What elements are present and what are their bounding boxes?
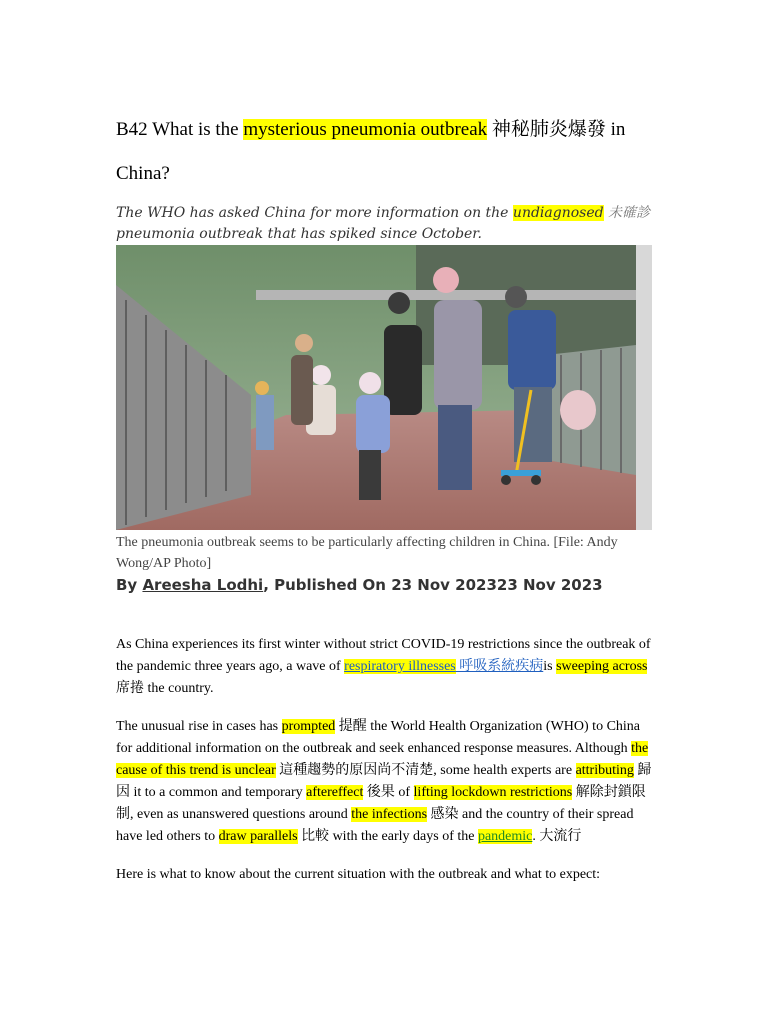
p2-chinese-1: 提醒 xyxy=(335,719,367,734)
p1-highlight-sweeping-across: sweeping across xyxy=(556,659,648,674)
p1-chinese-2: 席捲 xyxy=(116,681,144,696)
paragraph-3: Here is what to know about the current situation with the outbreak and what to expect: xyxy=(116,867,601,882)
p2-chinese-2: 這種趨勢的原因尚不清楚 xyxy=(275,763,434,778)
byline-by: By xyxy=(116,576,138,594)
byline xyxy=(116,575,656,596)
paragraph-1 xyxy=(116,634,656,700)
article-title xyxy=(116,108,656,196)
p2-text-1: The unusual rise in cases has xyxy=(116,719,282,734)
p2-link-pandemic[interactable]: pandemic xyxy=(477,829,533,844)
p1-link-chinese[interactable]: 呼吸系統疾病 xyxy=(455,659,544,674)
subtitle-suffix: pneumonia outbreak that has spiked since October. xyxy=(116,226,482,242)
p2-highlight-lifting: lifting lockdown restrictions xyxy=(413,785,573,800)
title-prefix: B42 What is the xyxy=(116,119,244,140)
published-date: , Published On 23 Nov 202323 Nov 2023 xyxy=(263,576,603,594)
photo-illustration xyxy=(116,245,652,530)
title-suffix: in China? xyxy=(116,119,626,184)
subtitle-chinese: 未確診 xyxy=(603,205,651,221)
subtitle-prefix: The WHO has asked China for more information on the xyxy=(116,205,513,221)
p1-text-2: is xyxy=(543,659,557,674)
article-subtitle xyxy=(116,203,656,245)
paragraph-2 xyxy=(116,716,656,848)
p1-link-respiratory-illnesses[interactable]: respiratory illnesses xyxy=(344,659,456,674)
p2-text-5: of xyxy=(394,785,414,800)
p2-highlight-infections: the infections xyxy=(351,807,428,822)
p2-text-4: it to a common and temporary xyxy=(130,785,307,800)
p1-text-3: the country. xyxy=(144,681,214,696)
photo-caption: The pneumonia outbreak seems to be particularly affecting children in China. [File: Andy Wong/AP Photo] xyxy=(116,535,618,571)
title-chinese: 神秘肺炎爆發 xyxy=(487,119,606,140)
p2-highlight-attributing: attributing xyxy=(575,763,634,778)
p2-text-6: , even as unanswered questions around xyxy=(130,807,352,822)
author-link[interactable]: Areesha Lodhi xyxy=(142,576,264,594)
p2-chinese-6: 感染 xyxy=(427,807,459,822)
p2-text-7: and the country of their spread have led others to xyxy=(116,807,634,844)
p2-chinese-4: 後果 xyxy=(363,785,395,800)
p2-highlight-draw-parallels: draw parallels xyxy=(218,829,298,844)
p2-highlight-cause: the cause of this trend is unclear xyxy=(116,741,649,778)
article-photo xyxy=(116,245,652,530)
p2-chinese-7: 比較 xyxy=(297,829,330,844)
subtitle-highlight: undiagnosed xyxy=(512,205,604,221)
p2-text-3: , some health experts are xyxy=(433,763,576,778)
p2-text-8: with the early days of the xyxy=(329,829,478,844)
p2-text-2: the World Health Organization (WHO) to China for additional information on the outbreak and seek enhanced response measures. Although xyxy=(116,719,641,756)
title-highlight: mysterious pneumonia outbreak xyxy=(243,119,488,140)
p2-highlight-prompted: prompted xyxy=(281,719,336,734)
p1-text-1: As China experiences its first winter without strict COVID-19 restrictions since the outbreak of the pandemic three years ago, a wave of xyxy=(116,637,651,674)
p2-highlight-aftereffect: aftereffect xyxy=(306,785,364,800)
p2-chinese-3: 歸因 xyxy=(116,763,652,800)
p2-chinese-8: . 大流行 xyxy=(532,829,582,844)
article-body xyxy=(116,634,656,902)
p2-chinese-5: 解除封鎖限制 xyxy=(116,785,646,822)
